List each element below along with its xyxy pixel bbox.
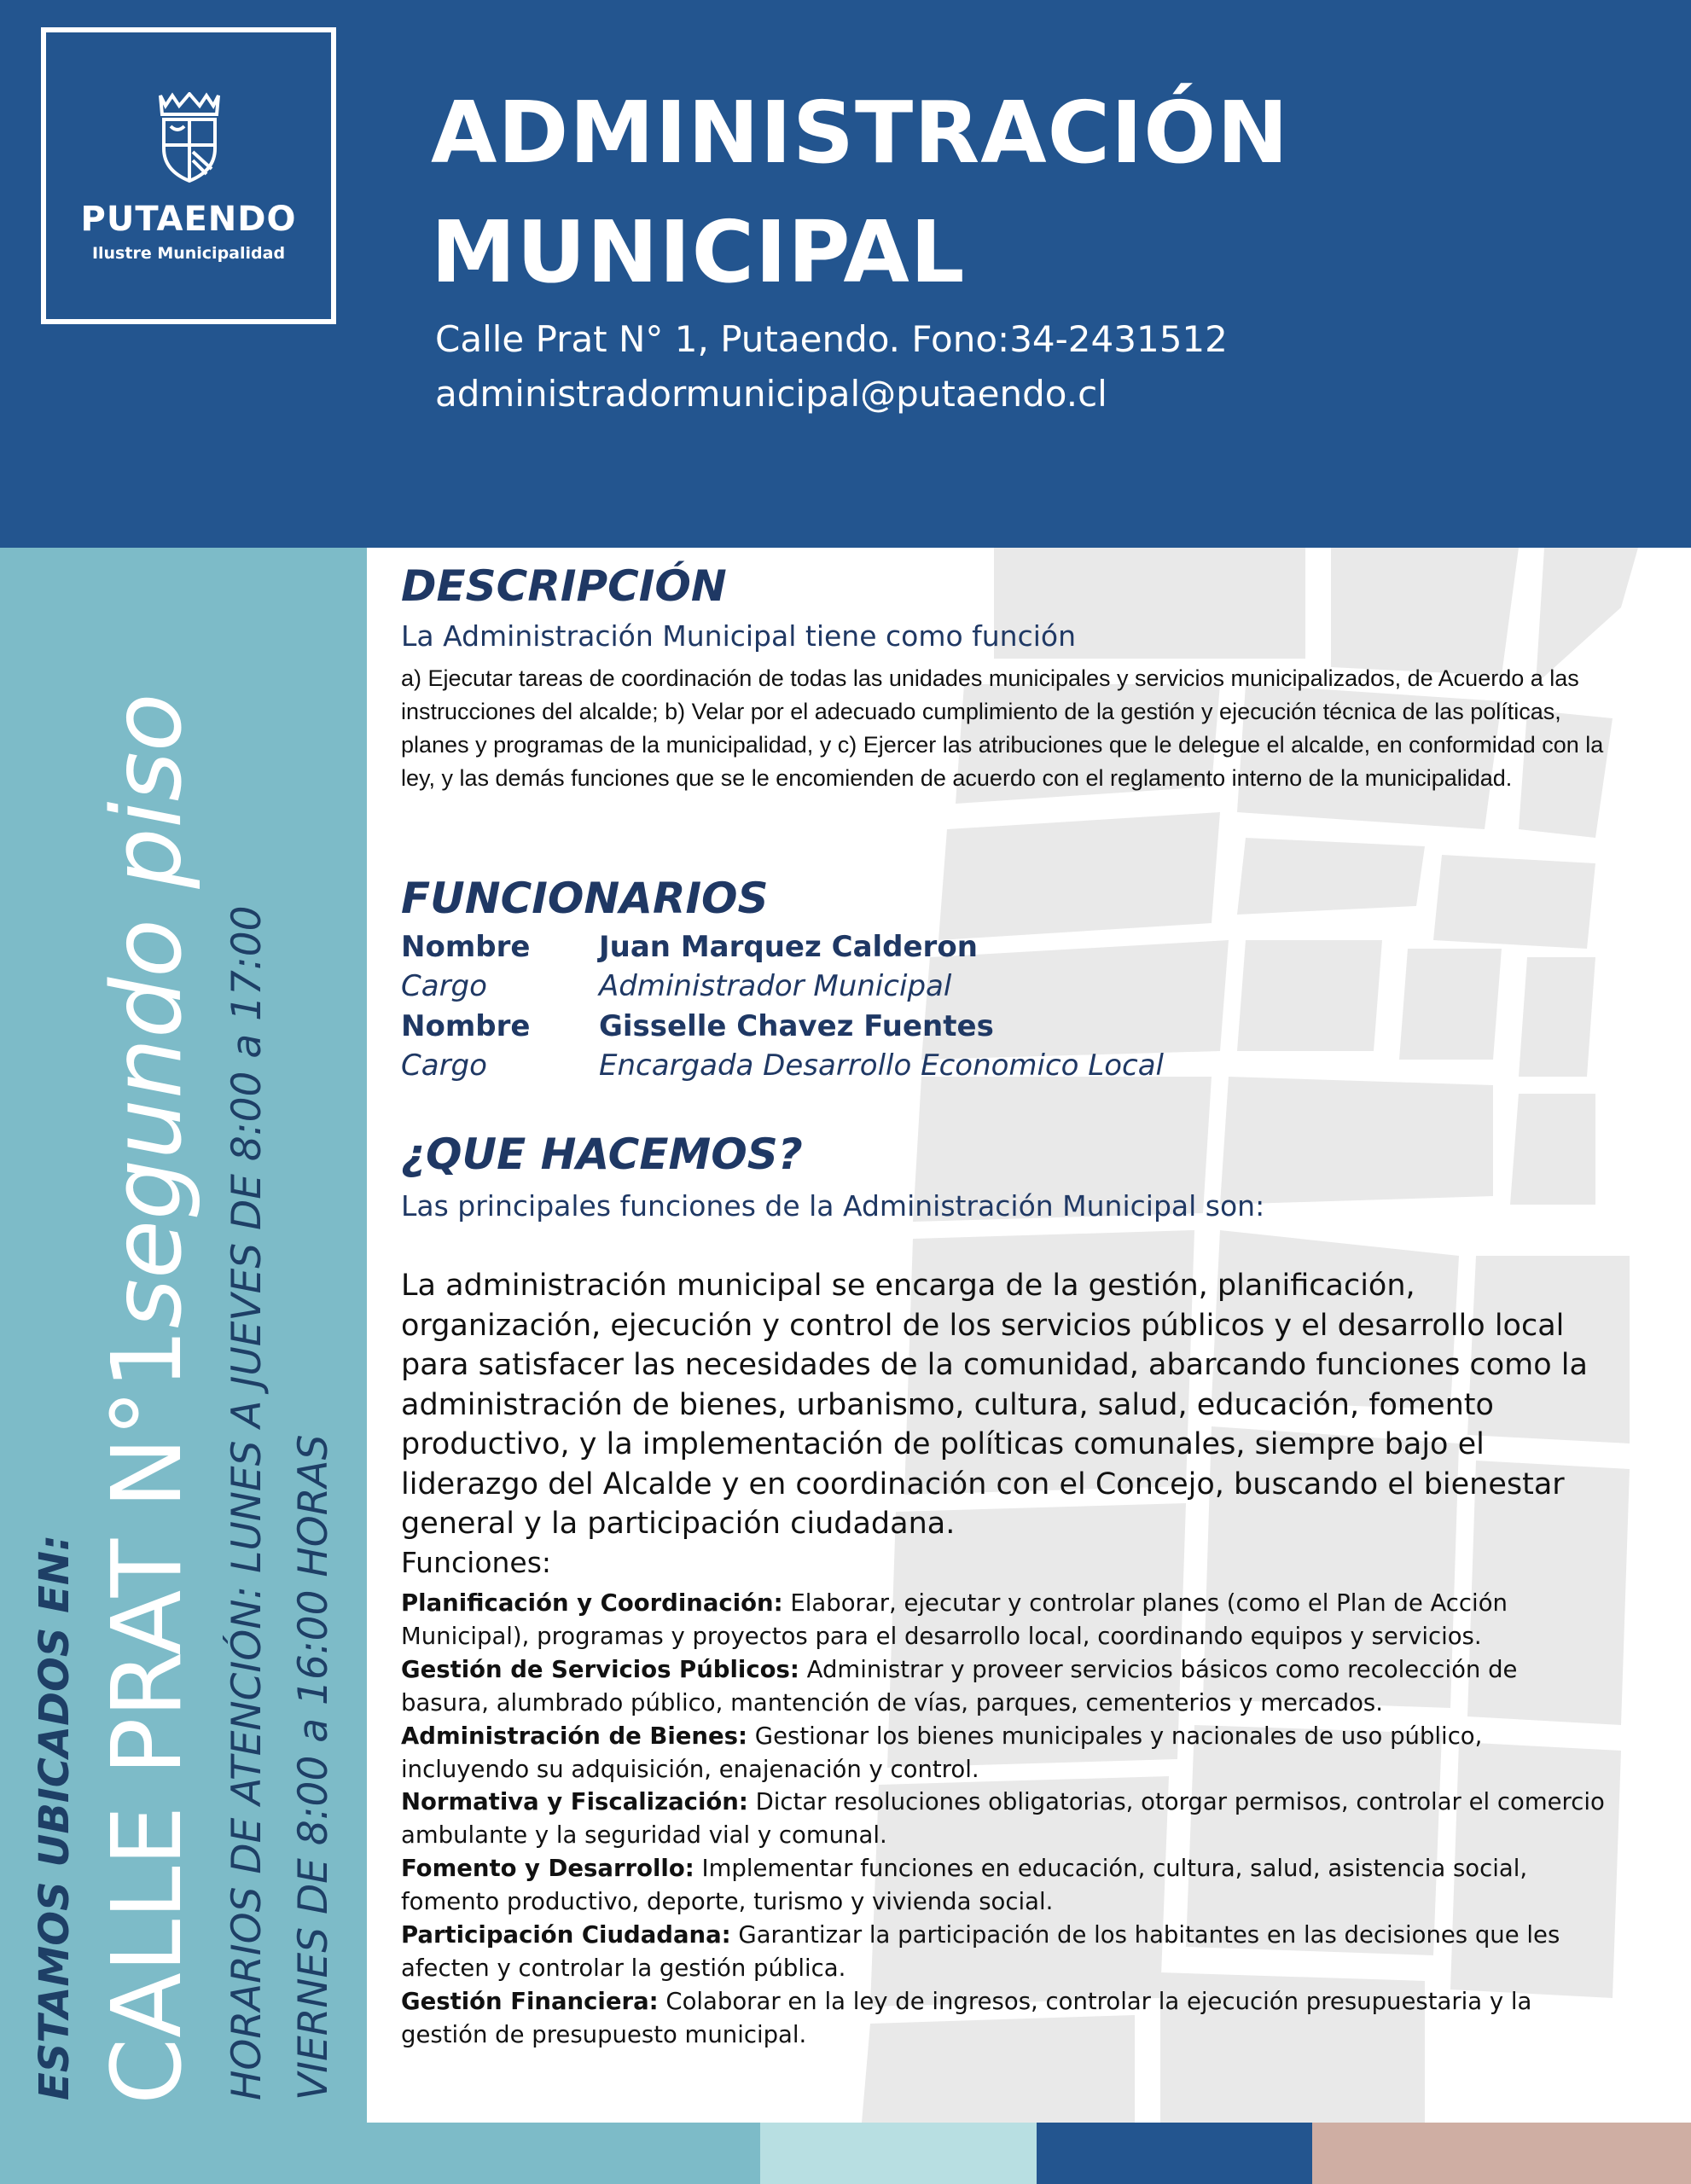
description-lead: La Administración Municipal tiene como función xyxy=(401,619,1077,653)
page-title xyxy=(431,73,1289,312)
description-heading: DESCRIPCIÓN xyxy=(401,561,727,611)
official-2-name: Gisselle Chavez Fuentes xyxy=(599,1009,994,1043)
footer-bar-rose xyxy=(1312,2123,1691,2184)
street-name: CALLE PRAT N°1 xyxy=(92,1328,203,2105)
location-sidebar xyxy=(0,548,367,2123)
floor-text: segundo piso xyxy=(92,693,203,1329)
municipality-logo xyxy=(41,27,336,324)
function-text: Elaborar, ejecutar y controlar planes (como el Plan de Acción Municipal), programas y proyectos para el desarrollo local, coordinando equipos y servicios. xyxy=(401,1589,1508,1650)
address-phone: Calle Prat N° 1, Putaendo. Fono:34-2431512 xyxy=(435,318,1228,360)
title-line-1: ADMINISTRACIÓN xyxy=(431,83,1289,183)
what-we-do-heading: ¿QUE HACEMOS? xyxy=(401,1130,803,1179)
list-item xyxy=(401,1587,1613,1653)
description-body: a) Ejecutar tareas de coordinación de todas las unidades municipales y servicios municipalizados, de Acuerdo a las instrucciones del alcalde; b) Velar por el adecuado cumplimiento de la gestión y ejecución técnica de las políticas, planes y programas de la municipalidad, y c) Ejercer las atribuciones que le delegue el alcalde, en conformidad con la ley, y las demás funciones que se le encomienden de acuerdo con el reglamento interno de la municipalidad. xyxy=(401,665,1604,791)
logo-subtitle: Ilustre Municipalidad xyxy=(91,244,286,263)
hours-friday: VIERNES DE 8:00 a 16:00 HORAS xyxy=(290,1434,337,2100)
function-text: Implementar funciones en educación, cultura, salud, asistencia social, fomento productivo, deporte, turismo y vivienda social. xyxy=(401,1855,1528,1916)
email-address[interactable]: administradormunicipal@putaendo.cl xyxy=(435,373,1107,415)
list-item xyxy=(401,1985,1613,2052)
footer-bar-light xyxy=(760,2123,1037,2184)
list-item xyxy=(401,1720,1613,1786)
function-text: Colaborar en la ley de ingresos, controlar la ejecución presupuestaria y la gestión de presupuesto municipal. xyxy=(401,1987,1532,2048)
logo-name: PUTAENDO xyxy=(80,200,297,239)
function-text: Administrar y proveer servicios básicos como recolección de basura, alumbrado público, mantención de vías, parques, cementerios y mercados. xyxy=(401,1655,1518,1716)
street-address xyxy=(92,694,203,2105)
function-title: Fomento y Desarrollo: xyxy=(401,1855,694,1883)
role-label: Cargo xyxy=(401,969,487,1003)
official-1-name-row xyxy=(401,930,978,964)
crest-icon xyxy=(155,92,224,186)
function-title: Planificación y Coordinación: xyxy=(401,1589,783,1617)
list-item xyxy=(401,1786,1613,1852)
function-text: Garantizar la participación de los habitantes en las decisiones que les afecten y controlar la gestión pública. xyxy=(401,1921,1560,1982)
list-item xyxy=(401,1852,1613,1919)
function-text: Gestionar los bienes municipales y nacionales de uso público, incluyendo su adquisición, enajenación y control. xyxy=(401,1722,1483,1783)
official-1-role-row xyxy=(401,969,951,1003)
what-we-do-lead: Las principales funciones de la Administración Municipal son: xyxy=(401,1189,1265,1223)
header-banner xyxy=(0,0,1691,548)
what-we-do-body: La administración municipal se encarga de la gestión, planificación, organización, ejecución y control de los servicios públicos y el desarrollo local para satisfacer las necesidades de la comunidad, abarcando funciones como la administración de bienes, urbanismo, cultura, salud, educación, fomento productivo, y la implementación de políticas comunales, siempre bajo el liderazgo del Alcalde y en coordinación con el Concejo, buscando el bienestar general y la participación ciudadana. xyxy=(401,1269,1588,1541)
title-line-2: MUNICIPAL xyxy=(431,202,966,302)
function-title: Gestión de Servicios Públicos: xyxy=(401,1655,799,1683)
located-label: ESTAMOS UBICADOS EN: xyxy=(31,1534,78,2100)
function-title: Participación Ciudadana: xyxy=(401,1921,731,1949)
footer-bar-blue xyxy=(1037,2123,1312,2184)
functions-list xyxy=(401,1587,1613,2052)
function-title: Normativa y Fiscalización: xyxy=(401,1788,748,1816)
role-label: Cargo xyxy=(401,1048,487,1083)
name-label: Nombre xyxy=(401,930,531,964)
list-item xyxy=(401,1919,1613,1985)
function-title: Administración de Bienes: xyxy=(401,1722,748,1750)
functions-label: Funciones: xyxy=(401,1546,552,1579)
contact-info xyxy=(435,312,1228,421)
function-text: Dictar resoluciones obligatorias, otorgar permisos, controlar el comercio ambulante y la seguridad vial y comunal. xyxy=(401,1788,1605,1850)
official-2-role-row xyxy=(401,1048,1164,1083)
official-2-role: Encargada Desarrollo Economico Local xyxy=(599,1048,1165,1083)
hours-weekdays: HORARIOS DE ATENCIÓN: LUNES A JUEVES DE 8:00 a 17:00 xyxy=(224,905,270,2100)
list-item xyxy=(401,1653,1613,1720)
main-content xyxy=(367,548,1691,2123)
official-1-role: Administrador Municipal xyxy=(599,969,952,1003)
footer-bar-teal xyxy=(0,2123,760,2184)
function-title: Gestión Financiera: xyxy=(401,1987,659,2015)
officials-heading: FUNCIONARIOS xyxy=(401,874,769,923)
official-2-name-row xyxy=(401,1009,994,1043)
official-1-name: Juan Marquez Calderon xyxy=(599,930,978,964)
name-label: Nombre xyxy=(401,1009,531,1043)
